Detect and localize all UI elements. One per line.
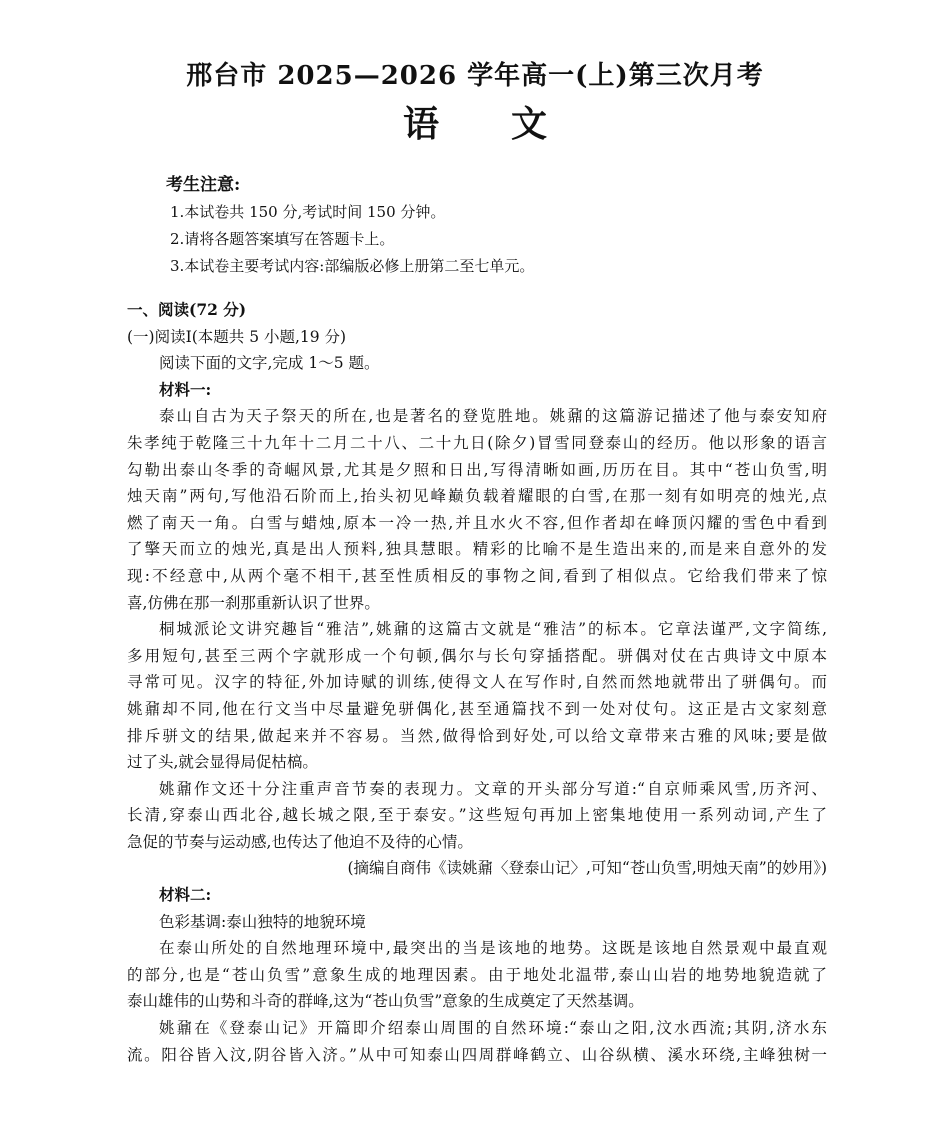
material-one-label: 材料一: bbox=[159, 379, 212, 399]
paragraph-line: 烛天南”两句,写他沿石阶而上,抬头初见峰巅负载着耀眼的白雪,在那一刻有如明亮的烛光,点 bbox=[127, 487, 827, 506]
paragraph-line: 在泰山所处的自然地理环境中,最突出的当是该地的地势。这既是该地自然景观中最直观 bbox=[159, 939, 827, 958]
paragraph-line: 姚鼐作文还十分注重声音节奏的表现力。文章的开头部分写道:“自京师乘风雪,历齐河、 bbox=[159, 779, 827, 798]
material-two-label: 材料二: bbox=[159, 885, 212, 905]
paragraph-line: 了擎天而立的烛光,真是出人预料,独具慧眼。精彩的比喻不是生造出来的,而是来自意外的发 bbox=[127, 540, 827, 559]
paragraph-line: 泰山雄伟的山势和斗奇的群峰,这为“苍山负雪”意象的生成奠定了天然基调。 bbox=[127, 992, 644, 1011]
exam-title: 邢台市 2025—2026 学年高一(上)第三次月考 bbox=[186, 61, 764, 91]
instruction: 阅读下面的文字,完成 1～5 题。 bbox=[159, 354, 380, 373]
source-citation: (摘编自商伟《读姚鼐〈登泰山记〉,可知“苍山负雪,明烛天南”的妙用》) bbox=[347, 859, 827, 878]
paragraph-line: 朱孝纯于乾隆三十九年十二月二十八、二十九日(除夕)冒雪同登泰山的经历。他以形象的语言 bbox=[127, 433, 827, 452]
paragraph-line: 急促的节奏与运动感,也传达了他迫不及待的心情。 bbox=[127, 832, 473, 851]
paragraph-line: 姚鼐在《登泰山记》开篇即介绍泰山周围的自然环境:“泰山之阳,汶水西流;其阴,济水东 bbox=[159, 1019, 827, 1038]
paragraph-line: 多用短句,甚至三两个字就形成一个句顿,偶尔与长句穿插搭配。骈偶对仗在古典诗文中原本 bbox=[127, 646, 827, 665]
paragraph-line: 长清,穿泰山西北谷,越长城之限,至于泰安。”这些短句再加上密集地使用一系列动词,产生了 bbox=[127, 806, 827, 825]
paragraph-line: 勾勒出泰山冬季的奇崛风景,尤其是夕照和日出,写得清晰如画,历历在目。其中“苍山负雪,明 bbox=[127, 460, 827, 479]
paragraph-line: 排斥骈文的结果,做起来并不容易。当然,做得恰到好处,可以给文章带来古雅的风味;要是做 bbox=[127, 726, 827, 745]
paragraph-line: 喜,仿佛在那一刹那重新认识了世界。 bbox=[127, 593, 380, 612]
paragraph-line: 流。阳谷皆入汶,阴谷皆入济。”从中可知泰山四周群峰鹤立、山谷纵横、溪水环绕,主峰独树一 bbox=[127, 1045, 827, 1064]
paragraph-line: 现:不经意中,从两个毫不相干,甚至性质相反的事物之间,看到了相似点。它给我们带来了惊 bbox=[127, 566, 827, 585]
subsection-heading: (一)阅读Ⅰ(本题共 5 小题,19 分) bbox=[127, 327, 347, 346]
reading-section bbox=[127, 297, 827, 1068]
section-heading: 一、阅读(72 分) bbox=[127, 300, 247, 319]
paragraph-line: 寻常可见。汉字的特征,外加诗赋的训练,使得文人在写作时,自然而然地就带出了骈偶句。而 bbox=[127, 673, 827, 692]
notice-title: 考生注意: bbox=[166, 175, 241, 195]
notice-item: 1.本试卷共 150 分,考试时间 150 分钟。 bbox=[170, 203, 446, 221]
notice-item: 2.请将各题答案填写在答题卡上。 bbox=[170, 230, 395, 248]
material-two-subtitle: 色彩基调:泰山独特的地貌环境 bbox=[159, 912, 366, 931]
paragraph-line: 燃了南天一角。白雪与蜡烛,原本一冷一热,并且水火不容,但作者却在峰顶闪耀的雪色中看到 bbox=[127, 513, 827, 532]
paragraph-line: 泰山自古为天子祭天的所在,也是著名的登览胜地。姚鼐的这篇游记描述了他与泰安知府 bbox=[159, 407, 827, 426]
subject-title: 语 文 bbox=[402, 103, 547, 145]
paragraph-line: 的部分,也是“苍山负雪”意象生成的地理因素。由于地处北温带,泰山山岩的地势地貌造就了 bbox=[127, 965, 827, 984]
notice-block bbox=[166, 170, 806, 280]
paragraph-line: 过了头,就会显得局促枯槁。 bbox=[127, 753, 318, 772]
paragraph-line: 姚鼐却不同,他在行文当中尽量避免骈偶化,甚至通篇找不到一处对仗句。这正是古文家刻意 bbox=[127, 699, 827, 718]
notice-item: 3.本试卷主要考试内容:部编版必修上册第二至七单元。 bbox=[170, 257, 535, 275]
paragraph-line: 桐城派论文讲究趣旨“雅洁”,姚鼐的这篇古文就是“雅洁”的标本。它章法谨严,文字简练, bbox=[159, 620, 827, 639]
